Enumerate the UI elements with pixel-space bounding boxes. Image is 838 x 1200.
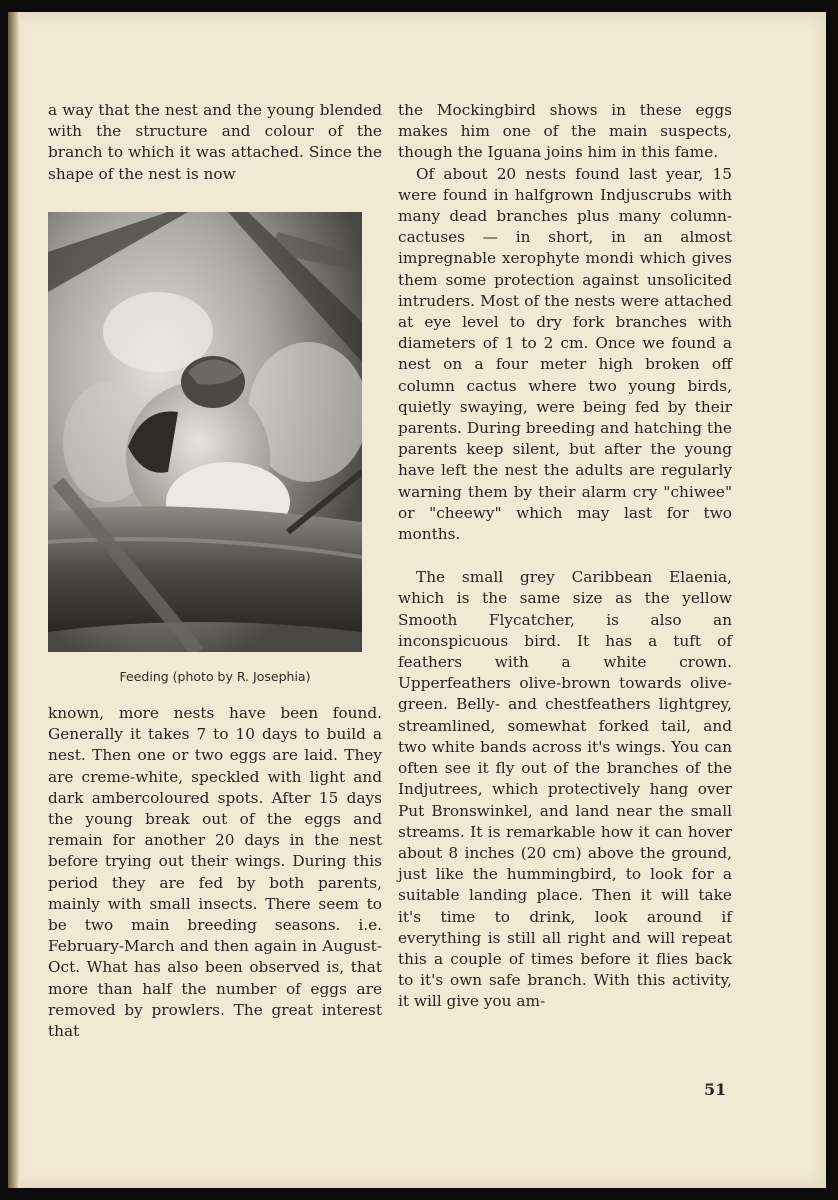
bird-photo-image <box>48 212 362 652</box>
right-column <box>398 100 732 1013</box>
right-paragraph-3: The small grey Caribbean Elaenia, which is the same size as the yellow Smooth Flycatcher, is also an inconspicuous bird. It has a tuft of feathers with a white crown. Upperfeathers olive-brown towards olive-green. Belly- and chestfeathers lightgrey, streamlined, somewhat forked tail, and two white bands across it's wings. You can often see it fly out of the branches of the Indjutrees, which protectively hang over Put Bronswinkel, and land near the small streams. It is remarkable how it can hover about 8 inches (20 cm) above the ground, just like the hummingbird, to look for a suitable landing place. Then it will take it's time to drink, look around if everything is still all right and will repeat this a couple of times before it flies back to it's own safe branch. With this activity, it will give you am- <box>398 568 732 1011</box>
right-paragraph-1: the Mockingbird shows in these eggs makes him one of the main suspects, though the Iguana joins him in this fame. <box>398 101 732 162</box>
page-number: 51 <box>704 1080 727 1099</box>
book-page <box>8 12 826 1188</box>
left-paragraph-2: known, more nests have been found. Generally it takes 7 to 10 days to build a nest. Then one or two eggs are laid. They are creme-white, speckled with light and dark ambercoloured spots. After 15 days the young break out of the eggs and remain for another 20 days in the nest before trying out their wings. During this period they are fed by both parents, mainly with small insects. There seem to be two main breeding seasons. i.e. February-March and then again in August-Oct. What has also been observed is, that more than half the number of eggs are removed by prowlers. The great interest that <box>48 704 382 1041</box>
left-column <box>48 100 382 1042</box>
bird-photo <box>48 212 362 652</box>
page-gutter <box>8 12 20 1188</box>
right-paragraph-2: Of about 20 nests found last year, 15 were found in halfgrown Indjuscrubs with many dead branches plus many column-cactuses — in short, in an almost impregnable xerophyte mondi which gives them some protection against unsolicited intruders. Most of the nests were attached at eye level to dry fork branches with diameters of 1 to 2 cm. Once we found a nest on a four meter high broken off column cactus where two young birds, quietly swaying, were being fed by their parents. During breeding and hatching the parents keep silent, but after the young have left the nest the adults are regularly warning them by their alarm cry "chiwee" or "cheewy" which may last for two months. <box>398 164 732 544</box>
left-paragraph-1: a way that the nest and the young blended with the structure and colour of the branch to which it was attached. Since the shape of the nest is now <box>48 101 382 183</box>
photo-caption: Feeding (photo by R. Josephia) <box>119 668 311 684</box>
